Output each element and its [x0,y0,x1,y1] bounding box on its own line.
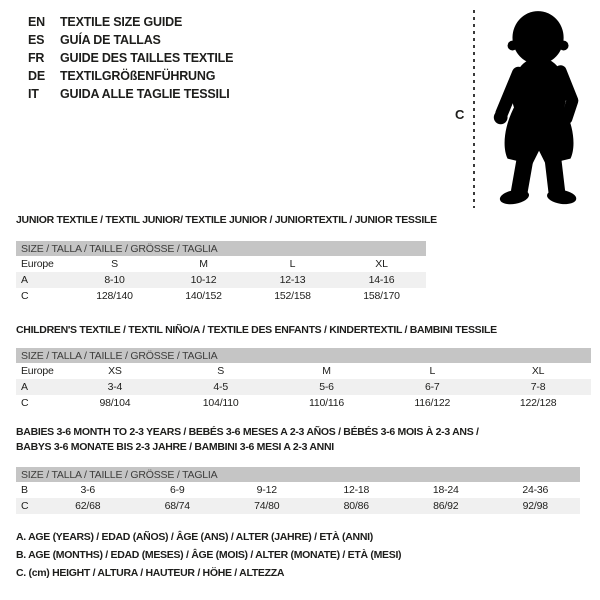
size-value: 158/170 [363,290,400,302]
children-size-table [16,348,591,411]
row-label: A [21,381,28,393]
size-value: 5-6 [319,381,334,393]
babies-size-table [16,467,580,514]
size-value: 104/110 [202,397,239,409]
size-value: 14-16 [368,274,395,286]
size-value: 6-7 [425,381,440,393]
row-label: A [21,274,28,286]
size-value: 98/104 [99,397,131,409]
size-value: 3-4 [107,381,123,393]
size-value: 128/140 [96,290,133,302]
size-value: 8-10 [104,274,125,286]
size-value: 9-12 [256,484,277,496]
children-table-title: CHILDREN'S TEXTILE / TEXTIL NIÑO/A / TEXTILE DES ENFANTS / KINDERTEXTIL / BAMBINI TESSILE [16,324,497,336]
footnote-c: C. (cm) HEIGHT / ALTURA / HAUTEUR / HÖHE / ALTEZZA [16,567,285,579]
language-row-de [28,67,233,85]
language-code: EN [28,15,45,29]
size-value: 6-9 [169,484,185,496]
footnote-b: B. AGE (MONTHS) / EDAD (MESES) / ÂGE (MOIS) / ALTER (MONATE) / ETÀ (MESI) [16,549,402,561]
junior-table-title: JUNIOR TEXTILE / TEXTIL JUNIOR/ TEXTILE JUNIOR / JUNIORTEXTIL / JUNIOR TESSILE [16,214,437,226]
size-value: 92/98 [522,500,548,512]
language-title: GUÍA DE TALLAS [60,33,161,47]
size-value: S [217,365,225,377]
language-list [28,13,233,103]
size-value: 140/152 [185,290,222,302]
legend-footnotes [16,531,401,585]
footnote-a: A. AGE (YEARS) / EDAD (AÑOS) / ÂGE (ANS) / ALTER (JAHRE) / ETÀ (ANNI) [16,531,373,543]
language-row-fr [28,49,233,67]
language-code: IT [28,87,39,101]
babies-table-title-line2: BABYS 3-6 MONATE BIS 2-3 JAHRE / BAMBINI 3-6 MESI A 2-3 ANNI [16,441,334,453]
row-label: Europe [21,258,54,270]
size-value: 3-6 [80,484,96,496]
size-value: 80/86 [343,500,369,512]
junior-size-table [16,241,426,304]
row-label: C [21,290,29,302]
size-value: 74/80 [254,500,280,512]
size-value: XL [531,365,545,377]
size-value: 7-8 [530,381,546,393]
language-title: TEXTILGRÖßENFÜHRUNG [60,69,216,83]
row-label: C [21,397,29,409]
size-header-bar: SIZE / TALLA / TAILLE / GRÖSSE / TAGLIA [16,467,580,482]
size-value: 62/68 [75,500,101,512]
language-code: FR [28,51,45,65]
table-row [16,363,591,379]
table-row [16,272,426,288]
row-label: B [21,484,28,496]
size-value: XL [375,258,388,270]
size-value: XS [108,365,122,377]
size-value: M [199,258,208,270]
table-row [16,256,426,272]
language-code: ES [28,33,45,47]
babies-table-title-line1: BABIES 3-6 MONTH TO 2-3 YEARS / BEBÉS 3-6 MESES A 2-3 AÑOS / BÉBÉS 3-6 MOIS À 2-3 ANS / [16,426,479,438]
language-code: DE [28,69,45,83]
size-value: 24-36 [522,484,549,496]
language-row-es [28,31,233,49]
size-value: 86/92 [433,500,459,512]
size-value: M [322,365,331,377]
babies-table-title [16,425,479,455]
language-title: GUIDE DES TAILLES TEXTILE [60,51,234,65]
size-value: 10-12 [190,274,217,286]
language-row-it [28,85,233,103]
size-value: 122/128 [519,397,557,409]
table-row [16,288,426,304]
table-row [16,379,591,395]
size-value: 68/74 [164,500,190,512]
height-measure-label: C [455,107,465,122]
size-value: 18-24 [432,484,459,496]
baby-silhouette [482,9,600,208]
size-header-bar: SIZE / TALLA / TAILLE / GRÖSSE / TAGLIA [16,241,426,256]
size-value: 12-13 [279,274,306,286]
language-title: TEXTILE SIZE GUIDE [60,15,183,29]
size-value: 116/122 [414,397,451,409]
size-value: 4-5 [213,381,228,393]
language-row-en [28,13,233,31]
language-title: GUIDA ALLE TAGLIE TESSILI [60,87,230,101]
table-row [16,498,580,514]
row-label: Europe [21,365,54,377]
baby-head [512,11,563,64]
size-header-bar: SIZE / TALLA / TAILLE / GRÖSSE / TAGLIA [16,348,591,363]
size-value: 110/116 [308,397,344,409]
row-label: C [21,500,29,512]
size-value: S [111,258,118,270]
size-value: L [289,258,296,270]
height-measure-dashed-line [473,10,475,208]
size-value: 12-18 [343,484,370,496]
table-row [16,395,591,411]
table-row [16,482,580,498]
size-value: 152/158 [274,290,311,302]
size-value: L [429,365,436,377]
